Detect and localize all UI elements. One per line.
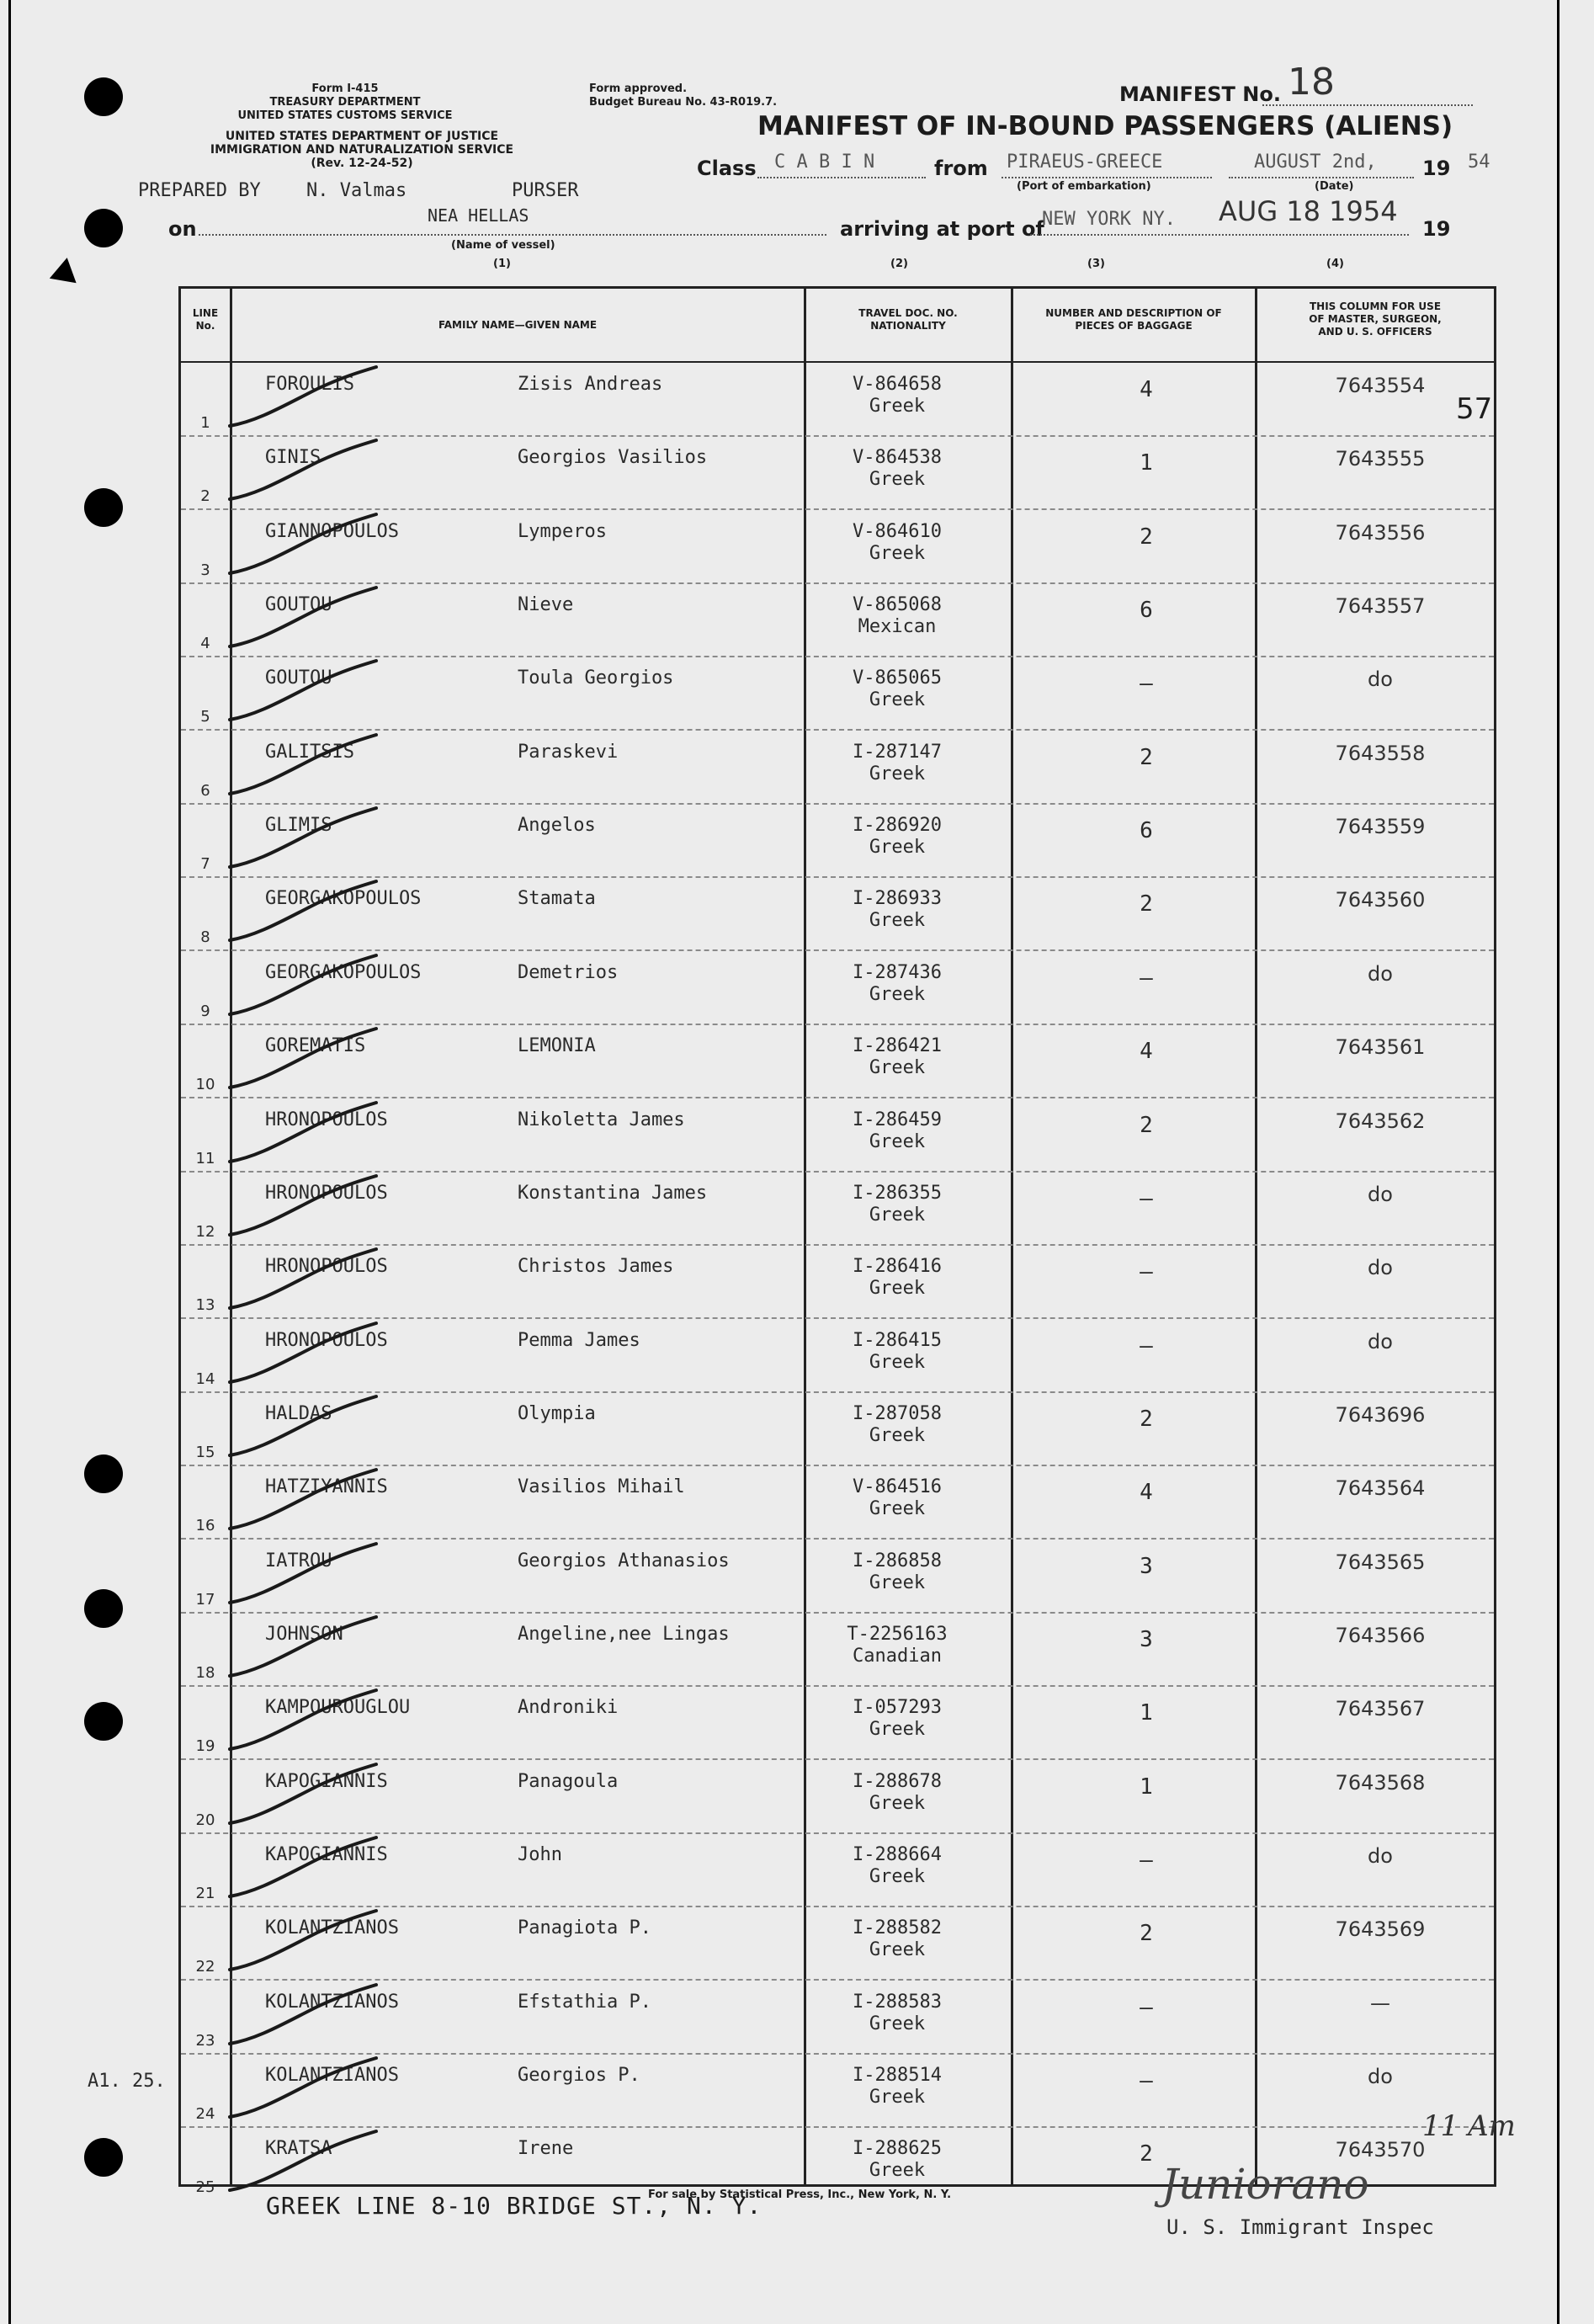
nationality: Greek — [869, 837, 926, 859]
nationality: Greek — [869, 983, 926, 1005]
baggage-count: 2 — [1140, 1112, 1153, 1138]
date-caption: (Date) — [1315, 180, 1354, 193]
line-number: 1 — [200, 414, 210, 432]
family-name: KRATSA — [265, 2138, 332, 2160]
arrival-stamp: AUG 18 1954 — [1219, 195, 1398, 227]
printer-note: For sale by Statistical Press, Inc., New York, N. Y. — [648, 2188, 952, 2201]
travel-doc-number: I-286416 — [853, 1256, 942, 1278]
officer-number: — — [1370, 1991, 1390, 2015]
line-number: 9 — [200, 1002, 210, 1020]
right-border — [1557, 0, 1559, 2324]
baggage-count: — — [1140, 2068, 1153, 2094]
baggage-count: 4 — [1140, 1039, 1153, 1065]
baggage-count: — — [1140, 965, 1153, 991]
travel-doc-number: I-286415 — [853, 1329, 942, 1351]
table-row — [181, 656, 1494, 731]
arrival-year-prefix: 19 — [1422, 217, 1451, 241]
nationality: Greek — [869, 1130, 926, 1152]
nationality: Greek — [869, 1204, 926, 1226]
travel-doc-number: I-288582 — [853, 1917, 942, 1939]
table-row — [181, 362, 1494, 437]
officer-number: do — [1368, 1844, 1393, 1868]
baggage-count: 1 — [1140, 450, 1153, 476]
manifest-no: 18 — [1288, 61, 1335, 104]
table-row — [181, 1906, 1494, 1981]
nationality: Greek — [869, 1424, 926, 1446]
company-stamp: GREEK LINE 8-10 BRIDGE ST., N. Y. — [266, 2192, 762, 2220]
officer-number: 7643696 — [1335, 1402, 1426, 1427]
given-name: Georgios Vasilios — [518, 447, 708, 469]
baggage-count: — — [1140, 1332, 1153, 1359]
table-row — [181, 1244, 1494, 1319]
baggage-count: 2 — [1140, 1406, 1153, 1432]
officer-number: do — [1368, 2065, 1393, 2089]
given-name: Nieve — [518, 594, 574, 616]
travel-doc-number: I-288514 — [853, 2065, 942, 2087]
line-number: 8 — [200, 928, 210, 947]
table-row — [181, 1612, 1494, 1687]
travel-doc-number: V-864538 — [853, 447, 942, 469]
binder-hole — [84, 488, 123, 527]
line-number: 2 — [200, 487, 210, 506]
given-name: Panagoula — [518, 1770, 619, 1792]
line-number: 18 — [195, 1663, 215, 1682]
given-name: Demetrios — [518, 961, 619, 983]
baggage-count: — — [1140, 671, 1153, 697]
travel-doc-number: V-864610 — [853, 520, 942, 542]
nationality: Greek — [869, 2013, 926, 2034]
table-row — [181, 1098, 1494, 1173]
travel-doc-number: I-286355 — [853, 1182, 942, 1204]
baggage-count: 2 — [1140, 891, 1153, 917]
table-row — [181, 1318, 1494, 1393]
given-name: Lymperos — [518, 520, 607, 542]
travel-doc-number: I-286858 — [853, 1550, 942, 1571]
prepared-name: N. Valmas — [306, 180, 407, 201]
family-name: IATROU — [265, 1550, 332, 1571]
given-name: Olympia — [518, 1402, 596, 1424]
line-number: 5 — [200, 708, 210, 726]
line-number: 4 — [200, 635, 210, 653]
nationality: Greek — [869, 689, 926, 711]
table-row — [181, 803, 1494, 878]
officer-number: 7643561 — [1335, 1035, 1426, 1060]
travel-doc-number: T-2256163 — [847, 1623, 948, 1645]
binder-hole — [84, 1702, 123, 1741]
line-number: 19 — [195, 1737, 215, 1756]
table-row — [181, 435, 1494, 510]
line-number: 10 — [195, 1076, 215, 1094]
arriving-label: arriving at port of — [840, 217, 1044, 241]
table-row — [181, 1024, 1494, 1098]
travel-doc-number: I-288625 — [853, 2138, 942, 2160]
inspector-title: U. S. Immigrant Inspec — [1166, 2215, 1434, 2239]
line-number: 17 — [195, 1590, 215, 1609]
baggage-count: 4 — [1140, 377, 1153, 402]
form-approval: Form approved. Budget Bureau No. 43-R019.7. — [589, 82, 778, 109]
line-number: 13 — [195, 1296, 215, 1315]
arrival-line — [1030, 234, 1409, 236]
family-name: GEORGAKOPOULOS — [265, 961, 422, 983]
year-prefix: 19 — [1422, 157, 1451, 180]
table-row — [181, 1759, 1494, 1834]
given-name: Georgios Athanasios — [518, 1550, 730, 1571]
baggage-count: 2 — [1140, 1921, 1153, 1947]
officer-number: do — [1368, 1256, 1393, 1280]
travel-doc-number: V-865068 — [853, 594, 942, 616]
port-embark-caption: (Port of embarkation) — [1017, 180, 1151, 193]
from-line — [1002, 177, 1212, 178]
family-name: GOUTOU — [265, 667, 332, 689]
department: UNITED STATES DEPARTMENT OF JUSTICE IMMIGRATION AND NATURALIZATION SERVICE (Rev. 12-24-52) — [210, 130, 514, 170]
family-name: HRONOPOULOS — [265, 1182, 388, 1204]
officer-number: do — [1368, 1182, 1393, 1206]
family-name: HRONOPOULOS — [265, 1256, 388, 1278]
officer-number: 7643560 — [1335, 888, 1426, 912]
given-name: Angelos — [518, 815, 596, 837]
officer-number: 7643570 — [1335, 2138, 1426, 2162]
col-header-baggage: NUMBER AND DESCRIPTION OF PIECES OF BAGGAGE — [1045, 307, 1222, 332]
from-label: from — [934, 157, 988, 180]
col-header-doc: TRAVEL DOC. NO. NATIONALITY — [858, 307, 958, 332]
officer-number: 7643568 — [1335, 1770, 1426, 1795]
line-number: 12 — [195, 1222, 215, 1241]
family-name: HRONOPOULOS — [265, 1329, 388, 1351]
officer-number: 7643555 — [1335, 447, 1426, 471]
table-row — [181, 1391, 1494, 1466]
arrival-port: NEW YORK NY. — [1042, 209, 1176, 230]
class-line — [757, 177, 926, 178]
class-label: Class — [697, 157, 757, 180]
port-embarkation: PIRAEUS-GREECE — [1007, 152, 1163, 173]
officer-number: 7643556 — [1335, 520, 1426, 545]
travel-doc-number: I-286920 — [853, 815, 942, 837]
side-note: 11 Am — [1422, 2109, 1516, 2143]
family-name: KAPOGIANNIS — [265, 1844, 388, 1865]
officer-number: 7643567 — [1335, 1697, 1426, 1721]
table-row — [181, 1539, 1494, 1614]
baggage-count: 6 — [1140, 818, 1153, 844]
given-name: Angeline,nee Lingas — [518, 1623, 730, 1645]
col-number-3: (3) — [1087, 258, 1105, 270]
family-name: KOLANTZIANOS — [265, 1991, 399, 2013]
nationality: Greek — [869, 1351, 926, 1373]
officer-number: 7643566 — [1335, 1623, 1426, 1647]
family-name: KOLANTZIANOS — [265, 1917, 399, 1939]
nationality: Greek — [869, 1498, 926, 1520]
line-number: 7 — [200, 855, 210, 874]
nationality: Greek — [869, 1792, 926, 1814]
given-name: Androniki — [518, 1697, 619, 1719]
family-name: GALITSIS — [265, 741, 354, 763]
table-row — [181, 582, 1494, 657]
given-name: Irene — [518, 2138, 574, 2160]
line-number: 14 — [195, 1369, 215, 1388]
baggage-count: 1 — [1140, 1700, 1153, 1726]
year-suffix: 54 — [1468, 152, 1490, 173]
travel-doc-number: I-286459 — [853, 1109, 942, 1130]
travel-doc-number: I-057293 — [853, 1697, 942, 1719]
table-row — [181, 1980, 1494, 2055]
manifest-no-label: MANIFEST No. — [1119, 82, 1281, 106]
page-number: 57 — [1456, 392, 1493, 426]
nationality: Greek — [869, 1719, 926, 1741]
nationality: Greek — [869, 1939, 926, 1961]
line-number: 23 — [195, 2031, 215, 2050]
table-row — [181, 1171, 1494, 1246]
officer-number: 7643562 — [1335, 1109, 1426, 1133]
manifest-no-line — [1262, 104, 1473, 106]
given-name: Paraskevi — [518, 741, 619, 763]
baggage-count: — — [1140, 1994, 1153, 2020]
inspector-signature: Juniorano — [1161, 2160, 1369, 2209]
binder-hole — [84, 2138, 123, 2177]
col-number-2: (2) — [890, 258, 908, 270]
nationality: Greek — [869, 1057, 926, 1079]
date-line — [1229, 177, 1414, 178]
table-row — [181, 1685, 1494, 1760]
travel-doc-number: I-287436 — [853, 961, 942, 983]
officer-number: 7643557 — [1335, 594, 1426, 619]
given-name: LEMONIA — [518, 1035, 596, 1057]
officer-number: 7643569 — [1335, 1917, 1426, 1942]
travel-doc-number: I-287147 — [853, 741, 942, 763]
travel-doc-number: V-864658 — [853, 374, 942, 395]
binder-notch — [45, 258, 76, 291]
line-number: 16 — [195, 1517, 215, 1535]
officer-number: do — [1368, 961, 1393, 986]
given-name: Stamata — [518, 888, 596, 910]
given-name: Georgios P. — [518, 2065, 640, 2087]
table-row — [181, 876, 1494, 951]
officer-number: do — [1368, 1329, 1393, 1353]
col-number-4: (4) — [1326, 258, 1344, 270]
officer-number: 7643564 — [1335, 1476, 1426, 1501]
line-number: 22 — [195, 1958, 215, 1976]
travel-doc-number: I-286421 — [853, 1035, 942, 1057]
given-name: Panagiota P. — [518, 1917, 651, 1939]
baggage-count: 2 — [1140, 524, 1153, 550]
nationality: Greek — [869, 2160, 926, 2182]
baggage-count: 2 — [1140, 744, 1153, 770]
baggage-count: 2 — [1140, 2141, 1153, 2167]
baggage-count: 3 — [1140, 1626, 1153, 1652]
col-header-name: FAMILY NAME—GIVEN NAME — [438, 319, 598, 331]
margin-note: A1. 25. — [88, 2071, 166, 2092]
family-name: HRONOPOULOS — [265, 1109, 388, 1130]
nationality: Greek — [869, 469, 926, 491]
table-row — [181, 730, 1494, 805]
table-row — [181, 1832, 1494, 1907]
given-name: John — [518, 1844, 562, 1865]
col-header-line-no: LINE No. — [192, 307, 219, 332]
family-name: GOUTOU — [265, 594, 332, 616]
nationality: Canadian — [853, 1645, 942, 1667]
table-row — [181, 1465, 1494, 1540]
family-name: HALDAS — [265, 1402, 332, 1424]
given-name: Christos James — [518, 1256, 674, 1278]
baggage-count: 1 — [1140, 1774, 1153, 1800]
line-number: 3 — [200, 561, 210, 579]
nationality: Greek — [869, 763, 926, 784]
travel-doc-number: I-286933 — [853, 888, 942, 910]
vessel-line — [199, 234, 826, 236]
nationality: Mexican — [858, 616, 937, 638]
travel-doc-number: I-288664 — [853, 1844, 942, 1865]
line-number: 20 — [195, 1811, 215, 1829]
line-number: 11 — [195, 1149, 215, 1167]
family-name: GOREMATIS — [265, 1035, 366, 1057]
baggage-count: 4 — [1140, 1480, 1153, 1506]
officer-number: 7643565 — [1335, 1550, 1426, 1574]
family-name: GEORGAKOPOULOS — [265, 888, 422, 910]
date-value: AUGUST 2nd, — [1254, 152, 1377, 173]
travel-doc-number: I-288678 — [853, 1770, 942, 1792]
line-number: 25 — [195, 2178, 215, 2197]
vessel-caption: (Name of vessel) — [451, 239, 555, 252]
family-name: FOROULIS — [265, 374, 354, 395]
binder-hole — [84, 209, 123, 247]
family-name: KAPOGIANNIS — [265, 1770, 388, 1792]
binder-hole — [84, 1454, 123, 1493]
vessel-name: NEA HELLAS — [428, 205, 529, 226]
col-header-officers: THIS COLUMN FOR USE OF MASTER, SURGEON, AND U. S. OFFICERS — [1309, 300, 1442, 338]
left-border — [8, 0, 11, 2324]
travel-doc-number: V-864516 — [853, 1476, 942, 1498]
binder-hole — [84, 77, 123, 116]
given-name: Konstantina James — [518, 1182, 708, 1204]
baggage-count: — — [1140, 1848, 1153, 1873]
nationality: Greek — [869, 910, 926, 932]
nationality: Greek — [869, 1571, 926, 1593]
baggage-count: — — [1140, 1185, 1153, 1211]
nationality: Greek — [869, 396, 926, 417]
nationality: Greek — [869, 1866, 926, 1887]
family-name: KOLANTZIANOS — [265, 2065, 399, 2087]
officer-number: 7643558 — [1335, 741, 1426, 765]
travel-doc-number: I-288583 — [853, 1991, 942, 2013]
col-number-1: (1) — [493, 258, 511, 270]
binder-hole — [84, 1589, 123, 1628]
family-name: KAMPOUROUGLOU — [265, 1697, 411, 1719]
travel-doc-number: V-865065 — [853, 667, 942, 689]
given-name: Toula Georgios — [518, 667, 674, 689]
class-value: C A B I N — [774, 152, 875, 173]
table-row — [181, 509, 1494, 584]
given-name: Efstathia P. — [518, 1991, 651, 2013]
table-row — [181, 2053, 1494, 2128]
family-name: GINIS — [265, 447, 321, 469]
family-name: GLIMIS — [265, 815, 332, 837]
family-name: HATZIYANNIS — [265, 1476, 388, 1498]
line-number: 15 — [195, 1443, 215, 1461]
line-number: 21 — [195, 1885, 215, 1902]
nationality: Greek — [869, 542, 926, 564]
baggage-count: — — [1140, 1259, 1153, 1285]
line-number: 24 — [195, 2105, 215, 2124]
given-name: Nikoletta James — [518, 1109, 685, 1130]
on-label: on — [168, 217, 197, 241]
officer-number: 7643554 — [1335, 374, 1426, 397]
nationality: Greek — [869, 2087, 926, 2109]
form-info: Form I-415 TREASURY DEPARTMENT UNITED STATES CUSTOMS SERVICE — [237, 82, 453, 122]
officer-number: do — [1368, 667, 1393, 692]
baggage-count: 3 — [1140, 1553, 1153, 1579]
prepared-label: PREPARED BY — [138, 180, 261, 201]
manifest-title: MANIFEST OF IN-BOUND PASSENGERS (ALIENS) — [757, 111, 1453, 141]
given-name: Vasilios Mihail — [518, 1476, 685, 1498]
nationality: Greek — [869, 1278, 926, 1300]
line-number: 6 — [200, 781, 210, 800]
table-row — [181, 950, 1494, 1025]
officer-number: 7643559 — [1335, 815, 1426, 839]
family-name: JOHNSON — [265, 1623, 343, 1645]
given-name: Zisis Andreas — [518, 374, 663, 395]
travel-doc-number: I-287058 — [853, 1402, 942, 1424]
family-name: GIANNOPOULOS — [265, 520, 399, 542]
given-name: Pemma James — [518, 1329, 640, 1351]
baggage-count: 6 — [1140, 598, 1153, 624]
prepared-role: PURSER — [512, 180, 579, 201]
